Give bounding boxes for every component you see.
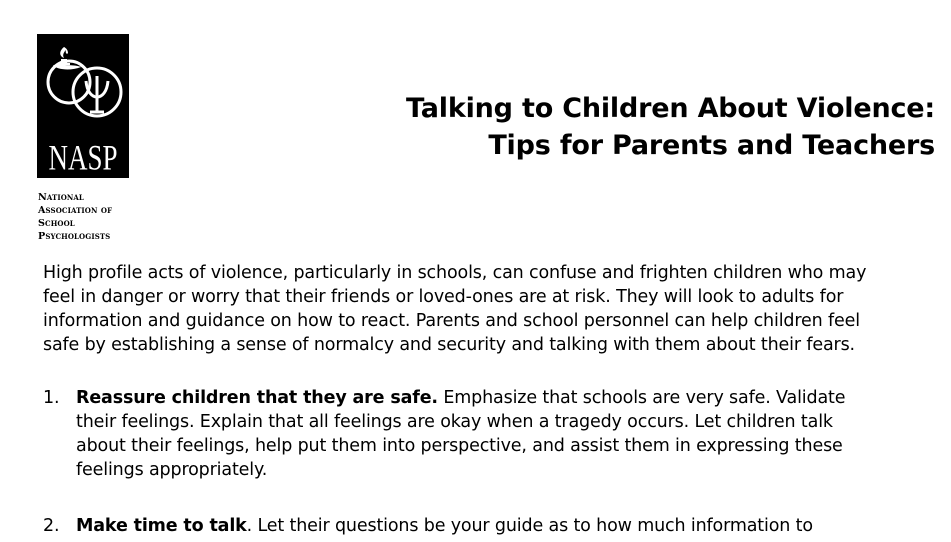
- list-item-line: about their feelings, help put them into perspective, and assist them in expressing these: [76, 436, 843, 456]
- org-name-line: Association of: [38, 205, 113, 216]
- list-item-first-line: [76, 386, 936, 410]
- list-item-heading: Reassure children that they are safe.: [76, 388, 438, 408]
- logo-text: NASP: [48, 136, 118, 178]
- title-line-2: Tips for Parents and Teachers: [488, 130, 935, 161]
- list-item-line: feelings appropriately.: [76, 460, 268, 480]
- list-item-text: Emphasize that schools are very safe. Validate: [437, 388, 846, 408]
- nasp-emblem-icon: [37, 34, 129, 178]
- list-item-body: [76, 514, 936, 538]
- list-item-body: [76, 386, 936, 482]
- intro-line: safe by establishing a sense of normalcy and security and talking with them about their fears.: [43, 335, 855, 355]
- org-name-line: School: [38, 218, 75, 229]
- list-item-number: 2.: [43, 516, 60, 536]
- list-item-line: their feelings. Explain that all feelings are okay when a tragedy occurs. Let children talk: [76, 412, 833, 432]
- organization-name: [38, 191, 178, 243]
- intro-line: information and guidance on how to react. Parents and school personnel can help children feel: [43, 311, 860, 331]
- list-item-text: . Let their questions be your guide as to how much information to: [246, 516, 813, 536]
- org-name-line: National: [38, 192, 84, 203]
- document-title: [406, 90, 935, 164]
- list-item-heading: Make time to talk: [76, 516, 247, 536]
- intro-line: High profile acts of violence, particularly in schools, can confuse and frighten children who may: [43, 263, 867, 283]
- intro-line: feel in danger or worry that their friends or loved-ones are at risk. They will look to adults for: [43, 287, 844, 307]
- list-item-first-line: [76, 514, 936, 538]
- title-line-1: Talking to Children About Violence:: [406, 93, 935, 124]
- list-item-number: 1.: [43, 388, 60, 408]
- intro-paragraph: [43, 261, 943, 357]
- org-name-line: Psychologists: [38, 231, 111, 242]
- nasp-logo: [37, 34, 129, 178]
